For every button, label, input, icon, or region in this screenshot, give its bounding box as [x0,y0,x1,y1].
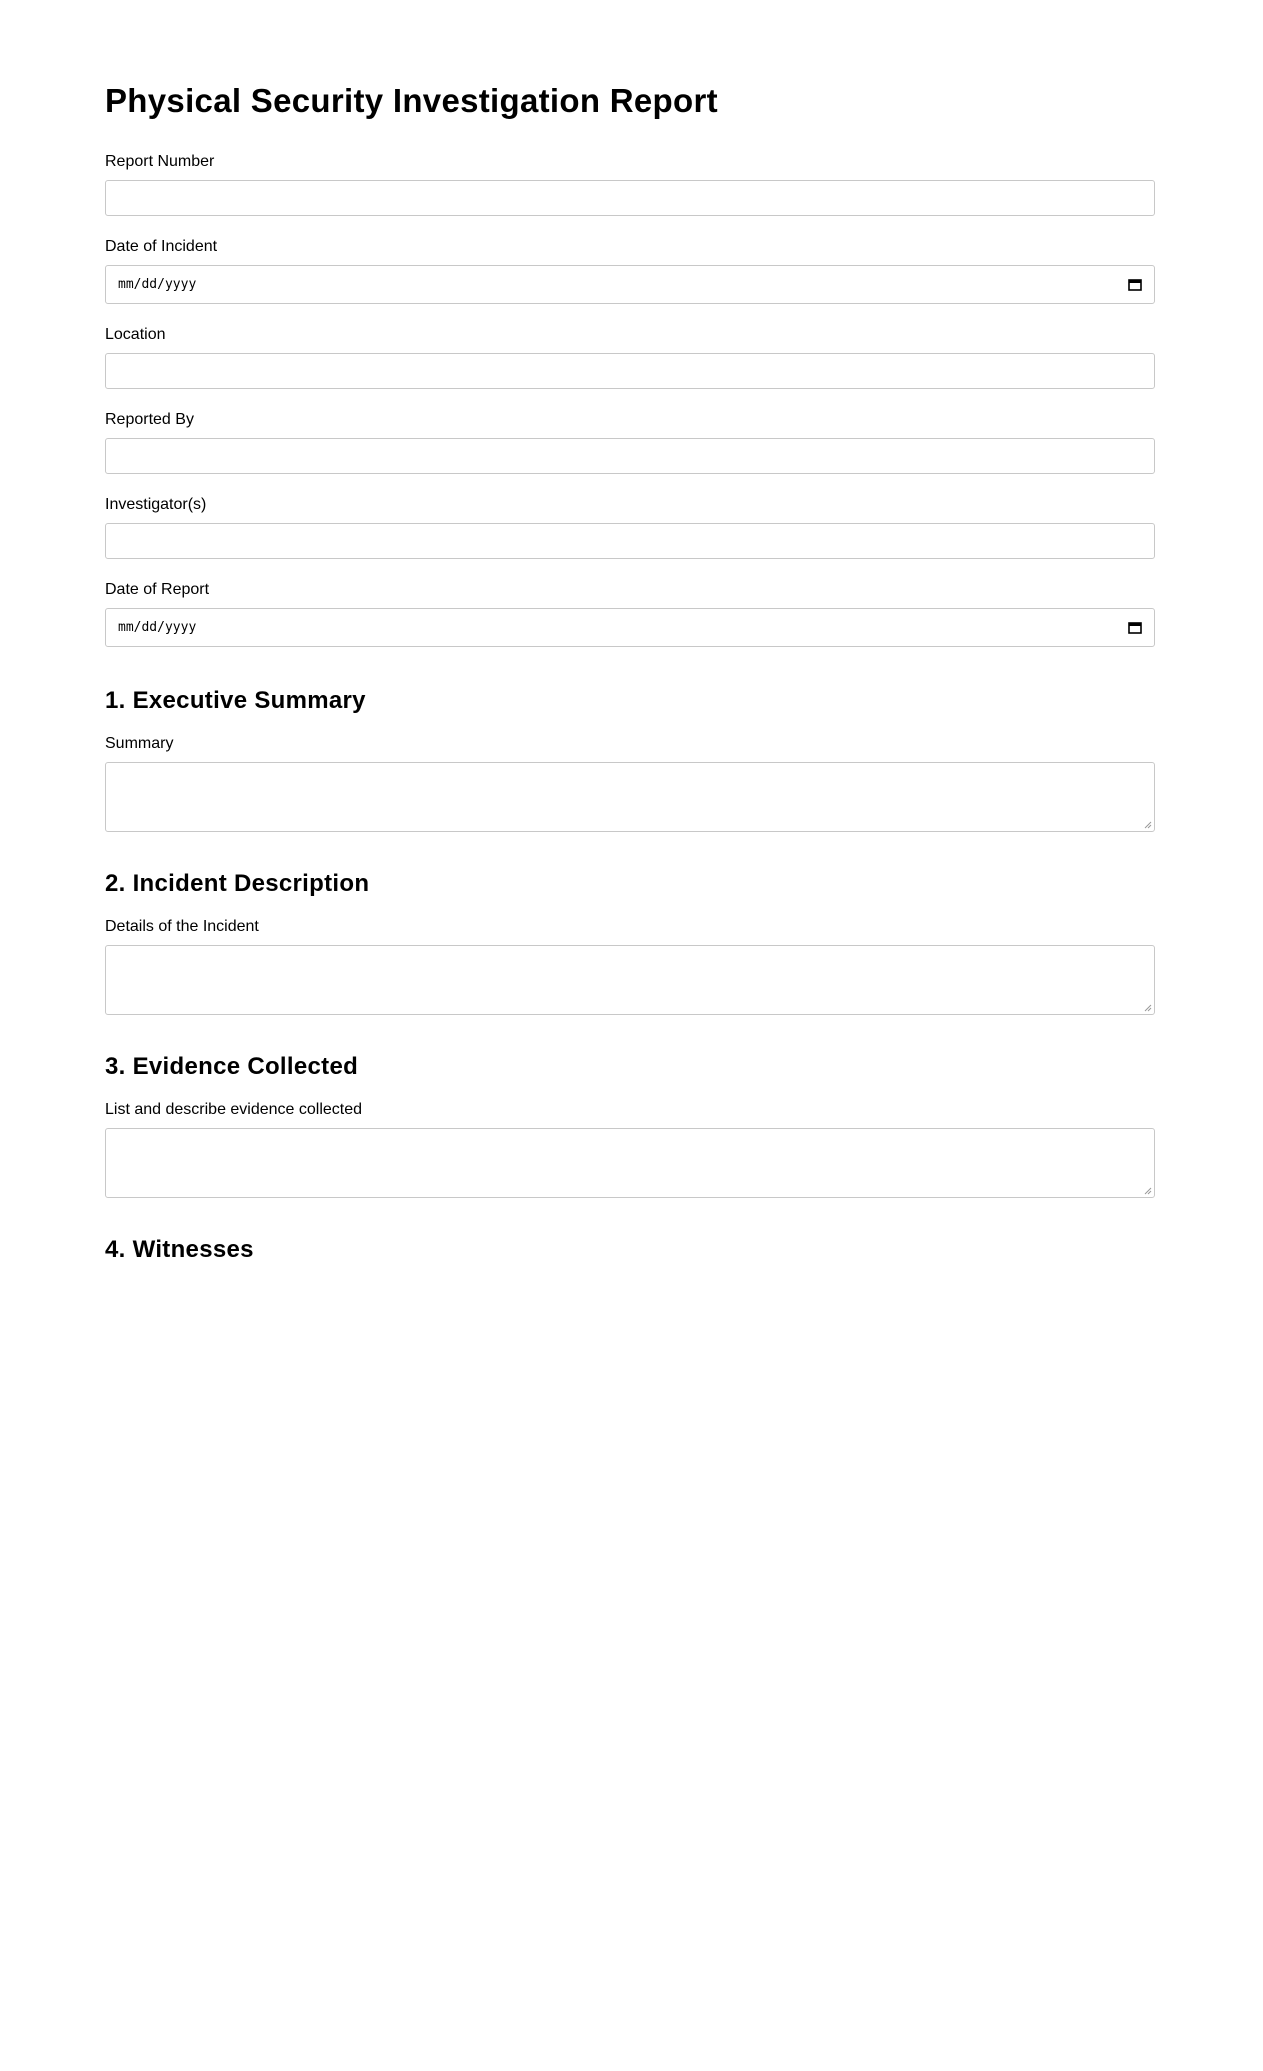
reported-by-input[interactable] [105,438,1155,474]
resize-grip-icon[interactable] [1144,821,1152,829]
evidence-textarea[interactable] [105,1128,1155,1198]
section-heading-incident-description: 2. Incident Description [105,870,370,897]
section-heading-executive-summary: 1. Executive Summary [105,687,366,714]
investigators-input[interactable] [105,523,1155,559]
reported-by-label: Reported By [105,411,194,428]
report-form [105,81,1155,1283]
calendar-icon[interactable] [1128,621,1142,634]
location-label: Location [105,326,166,343]
date-of-report-input[interactable] [105,608,1155,647]
summary-textarea[interactable] [105,762,1155,832]
date-placeholder: mm/dd/yyyy [118,620,197,635]
resize-grip-icon[interactable] [1144,1004,1152,1012]
date-of-report-label: Date of Report [105,581,210,598]
section-heading-evidence-collected: 3. Evidence Collected [105,1053,359,1080]
calendar-icon[interactable] [1128,278,1142,291]
summary-label: Summary [105,735,174,752]
date-of-incident-label: Date of Incident [105,238,218,255]
resize-grip-icon[interactable] [1144,1187,1152,1195]
evidence-label: List and describe evidence collected [105,1101,363,1118]
location-input[interactable] [105,353,1155,389]
section-heading-witnesses: 4. Witnesses [105,1236,254,1263]
report-number-label: Report Number [105,153,215,170]
incident-details-textarea[interactable] [105,945,1155,1015]
date-placeholder: mm/dd/yyyy [118,277,197,292]
page-title: Physical Security Investigation Report [105,82,718,119]
date-of-incident-input[interactable] [105,265,1155,304]
report-number-input[interactable] [105,180,1155,216]
incident-details-label: Details of the Incident [105,918,259,935]
investigators-label: Investigator(s) [105,496,207,513]
